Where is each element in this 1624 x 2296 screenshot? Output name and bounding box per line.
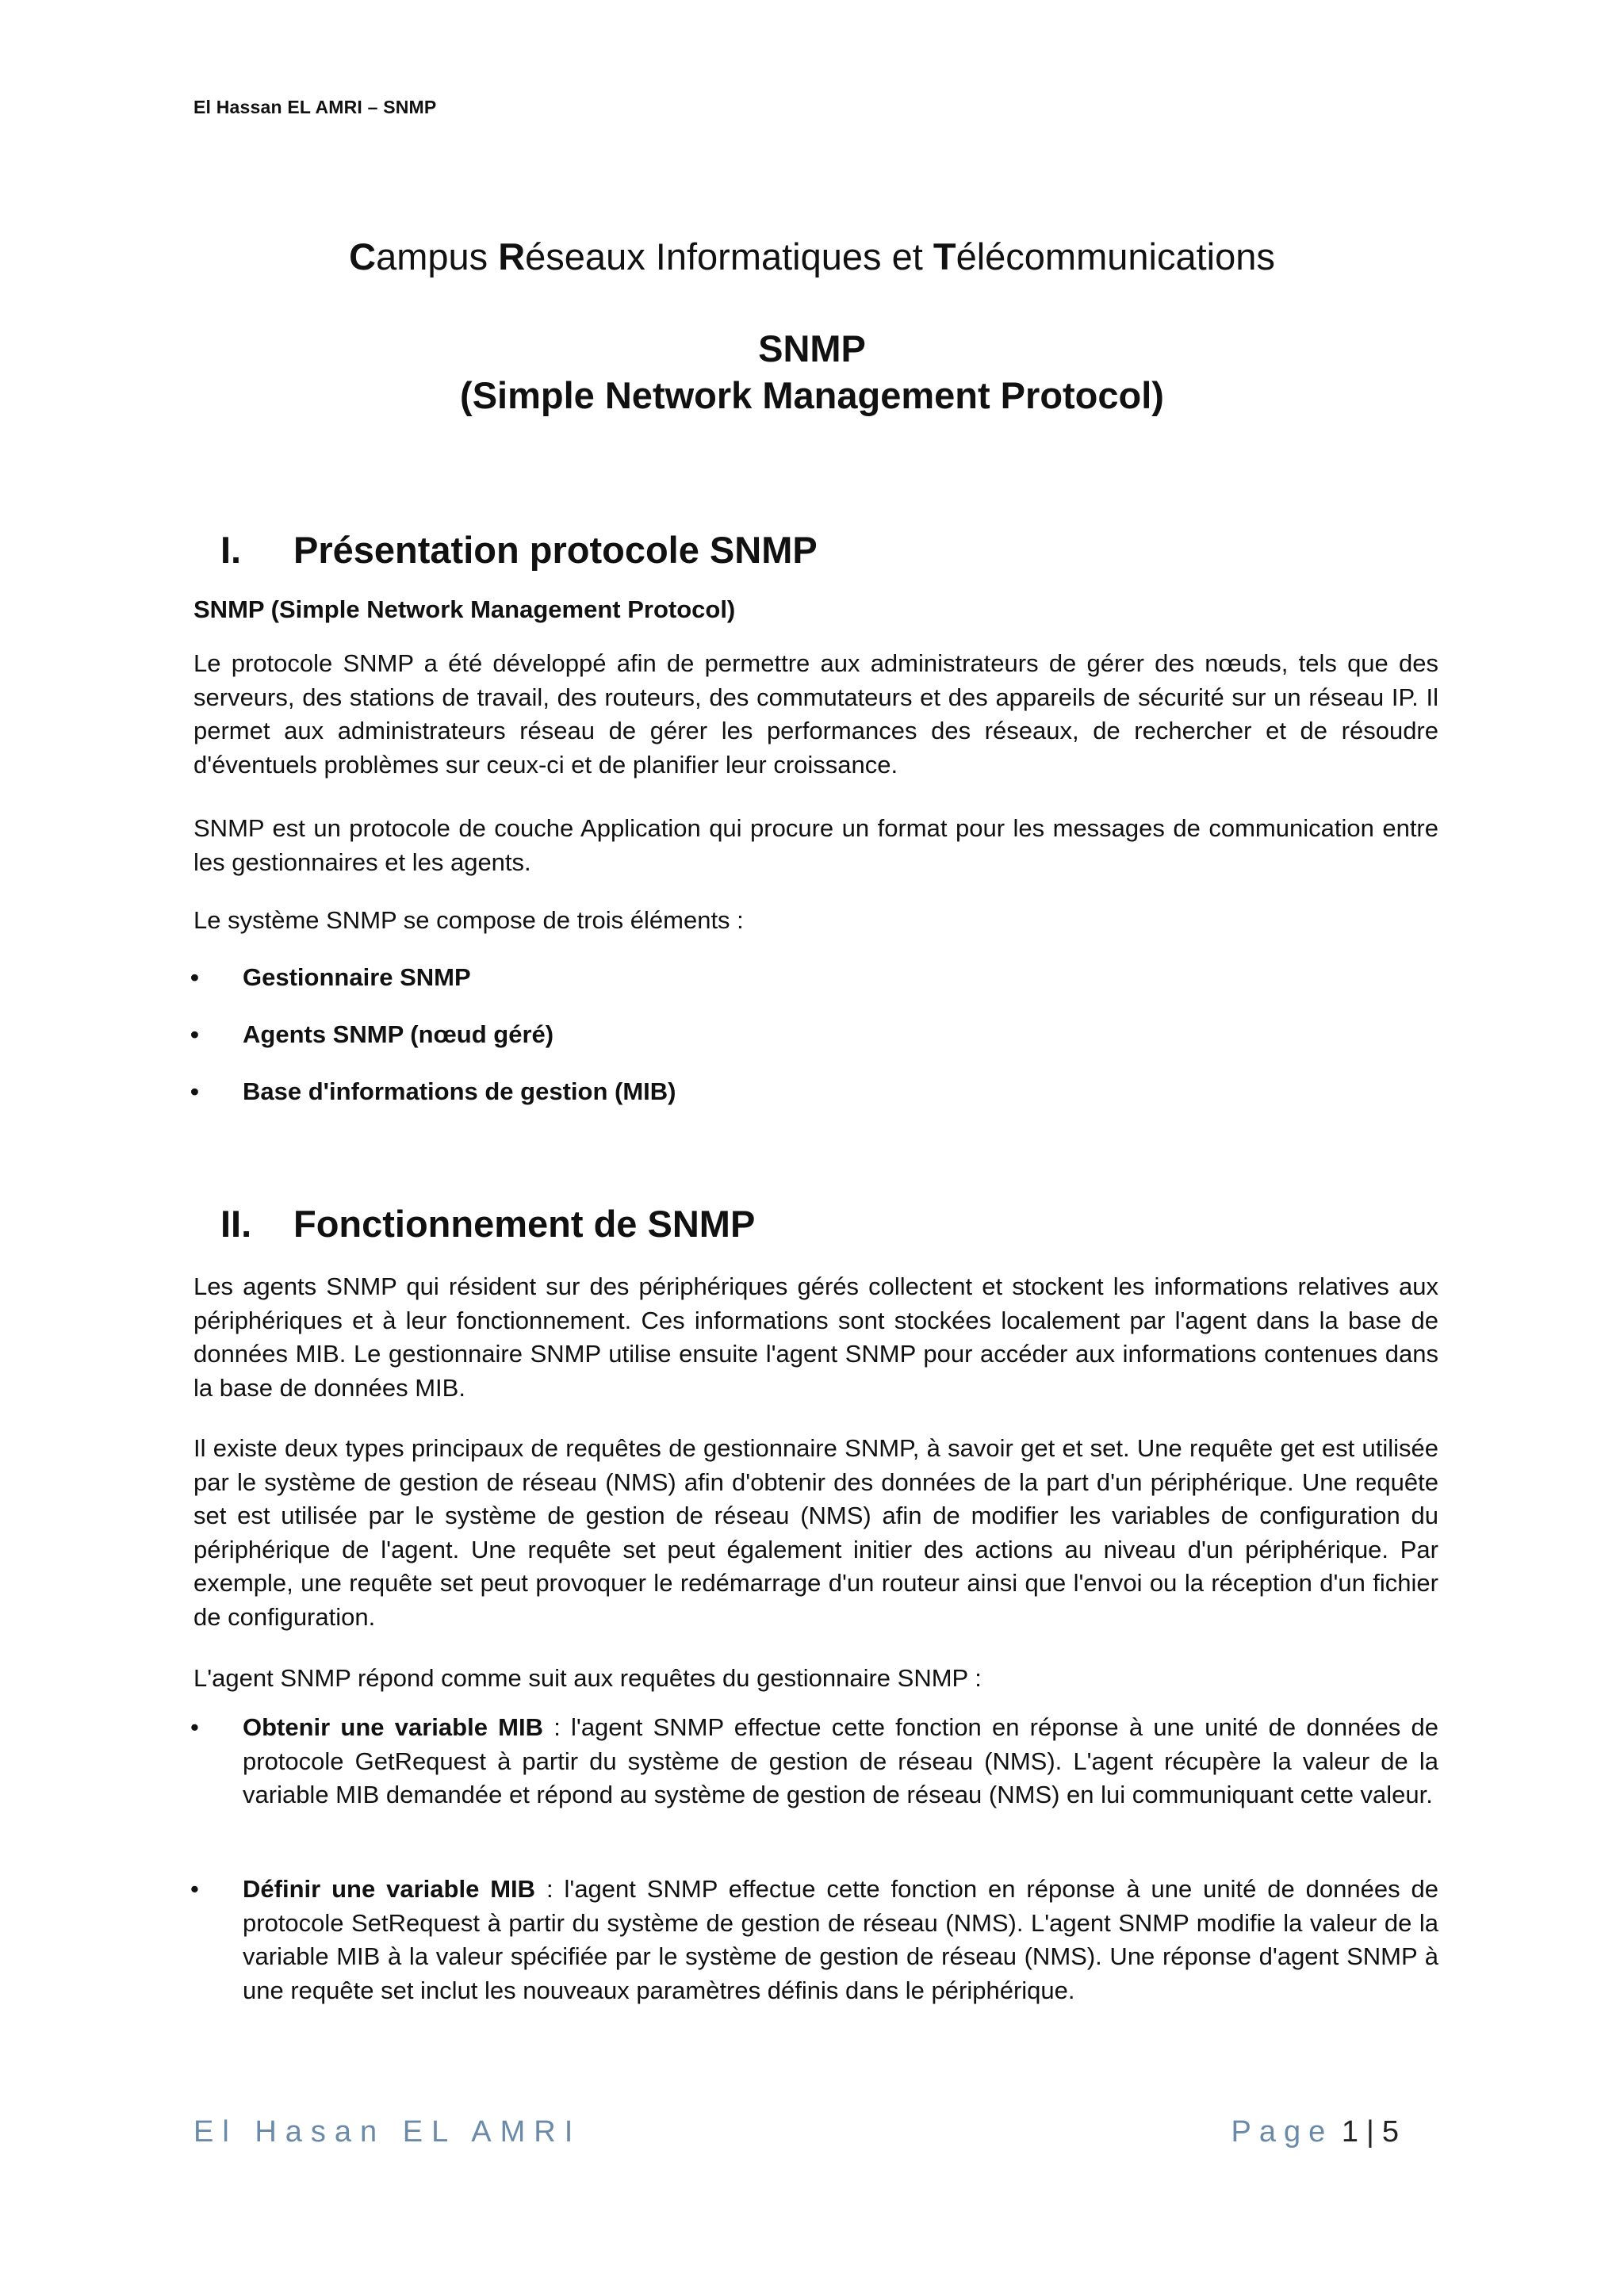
list-item xyxy=(190,961,1438,995)
section-number-1: I. xyxy=(220,529,242,571)
section-1-paragraph-1: Le protocole SNMP a été développé afin de permettre aux administrateurs de gérer des nœuds, tels que des serveurs, des stations de travail, des routeurs, des commutateurs et des appareils de sécurité sur un réseau IP. Il permet aux administrateurs réseau de gérer les performances des réseaux, de rechercher et de résoudre d'éventuels problèmes sur ceux-ci et de planifier leur croissance. xyxy=(193,649,1438,779)
list-item xyxy=(190,1018,1438,1052)
list-item xyxy=(190,1711,1438,1812)
bullet-icon: • xyxy=(190,1077,199,1105)
list-item xyxy=(190,1075,1438,1109)
list-item-term: Définir une variable MIB xyxy=(243,1875,536,1903)
section-number-2: II. xyxy=(220,1203,252,1245)
list-item-term: Obtenir une variable MIB xyxy=(243,1713,543,1741)
list-item-text: Agents SNMP (nœud géré) xyxy=(243,1020,554,1048)
document-title-line1: SNMP xyxy=(758,327,866,369)
section-1-paragraph-2: SNMP est un protocole de couche Application qui procure un format pour les messages de communication entre les gestionnaires et les agents. xyxy=(193,814,1438,876)
bullet-icon: • xyxy=(190,1020,199,1048)
section-1-subheading: SNMP (Simple Network Management Protocol) xyxy=(193,595,736,623)
footer-page-total: 5 xyxy=(1381,2115,1399,2149)
section-heading-2 xyxy=(220,1202,755,1246)
campus-title xyxy=(0,235,1624,278)
section-2-paragraph-2: Il existe deux types principaux de requêtes de gestionnaire SNMP, à savoir get et set. Une requête get est utilisée par le système de gestion de réseau (NMS) afin d'obtenir des données de la part d'un périphérique. Une requête set est utilisée par le système de gestion de réseau (NMS) afin de modifier les variables de configuration du périphérique de l'agent. Une requête set peut également initier des actions au niveau d'un périphérique. Par exemple, une requête set peut provoquer le redémarrage d'un routeur ainsi que l'envoi ou la réception d'un fichier de configuration. xyxy=(193,1434,1438,1631)
campus-initial-r: R xyxy=(498,235,526,277)
bullet-icon: • xyxy=(190,963,199,991)
bullet-icon: • xyxy=(190,1713,199,1741)
list-item-text: Base d'informations de gestion (MIB) xyxy=(243,1077,676,1105)
footer-page-separator: | xyxy=(1365,2115,1374,2149)
section-title-1: Présentation protocole SNMP xyxy=(293,529,818,571)
section-1-paragraph-3: Le système SNMP se compose de trois éléments : xyxy=(193,906,744,934)
document-title xyxy=(0,325,1624,419)
list-item-text: : l'agent SNMP effectue cette fonction en réponse à une unité de données de protocole SetRequest à partir du système de gestion de réseau (NMS). L'agent SNMP modifie la valeur de la variable MIB à la valeur spécifiée par le système de gestion de réseau (NMS). Une réponse d'agent SNMP à une requête set inclut les nouveaux paramètres définis dans le périphérique. xyxy=(243,1875,1439,2004)
list-item xyxy=(190,1873,1439,2007)
campus-initial-c: C xyxy=(349,235,377,277)
page-header: El Hassan EL AMRI – SNMP xyxy=(193,97,437,117)
document-title-line2: (Simple Network Management Protocol) xyxy=(460,374,1164,416)
section-title-2: Fonctionnement de SNMP xyxy=(293,1203,756,1245)
section-2-paragraph-3: L'agent SNMP répond comme suit aux requêtes du gestionnaire SNMP : xyxy=(193,1664,982,1692)
campus-initial-t: T xyxy=(933,235,956,277)
section-2-paragraph-1: Les agents SNMP qui résident sur des périphériques gérés collectent et stockent les informations relatives aux périphériques et à leur fonctionnement. Ces informations sont stockées localement par l'agent dans la base de données MIB. Le gestionnaire SNMP utilise ensuite l'agent SNMP pour accéder aux informations contenues dans la base de données MIB. xyxy=(193,1272,1438,1402)
footer-page-label: Page xyxy=(1231,2115,1334,2149)
bullet-icon: • xyxy=(190,1875,199,1903)
footer-page-current: 1 xyxy=(1341,2115,1358,2149)
campus-word-t: élécommunications xyxy=(956,235,1275,277)
footer-page-indicator xyxy=(1231,2115,1399,2149)
footer-author: El Hasan EL AMRI xyxy=(193,2115,582,2149)
list-item-text: : l'agent SNMP effectue cette fonction en réponse à une unité de données de protocole GetRequest à partir du système de gestion de réseau (NMS). L'agent récupère la valeur de la variable MIB demandée et répond au système de gestion de réseau (NMS) en lui communiquant cette valeur. xyxy=(243,1713,1438,1808)
campus-word-r: éseaux Informatiques et xyxy=(525,235,933,277)
section-heading-1 xyxy=(220,528,818,572)
campus-word-c: ampus xyxy=(376,235,499,277)
list-item-text: Gestionnaire SNMP xyxy=(243,963,471,991)
